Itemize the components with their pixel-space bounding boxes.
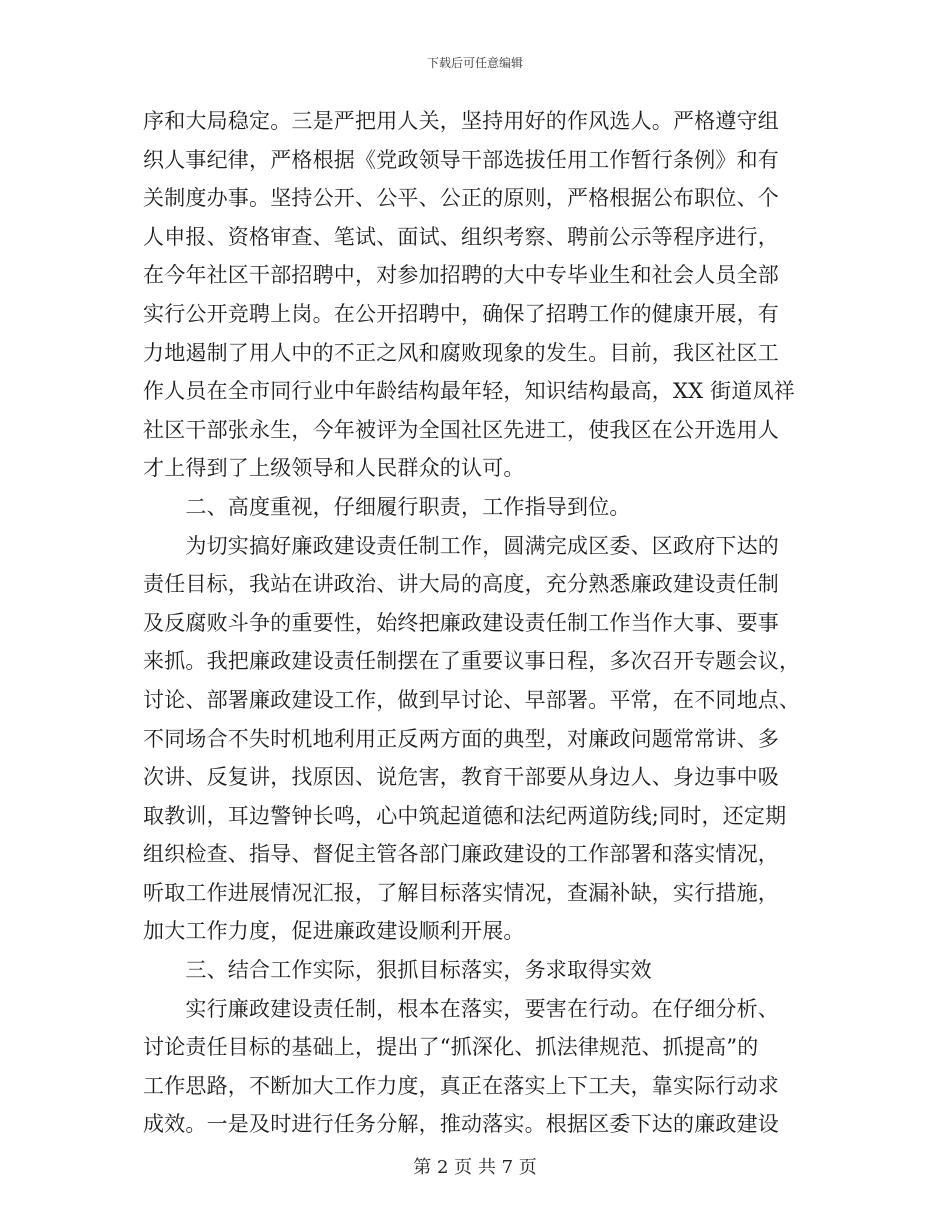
section-heading: 三、结合工作实际，狠抓目标落实，务求取得实效 [143, 958, 652, 983]
text-line: 取教训，耳边警钟长鸣，心中筑起道德和法纪两道防线;同时，还定期 [143, 803, 787, 828]
text-line: 责任目标，我站在讲政治、讲大局的高度，充分熟悉廉政建设责任制 [143, 572, 779, 597]
text-line: 讨论责任目标的基础上，提出了“抓深化、抓法律规范、抓提高”的 [143, 1035, 759, 1060]
text-line: 才上得到了上级领导和人民群众的认可。 [143, 456, 525, 481]
text-line: 听取工作进展情况汇报，了解目标落实情况，查漏补缺，实行措施， [143, 880, 779, 905]
text-line: 社区干部张永生，今年被评为全国社区先进工，使我区在公开选用人 [143, 417, 779, 442]
text-line: 为切实搞好廉政建设责任制工作，圆满完成区委、区政府下达的 [143, 533, 779, 558]
section-heading: 二、高度重视，仔细履行职责，工作指导到位。 [143, 494, 631, 519]
text-line: 作人员在全市同行业中年龄结构最年轻，知识结构最高，XX 街道凤祥 [143, 379, 795, 404]
text-line: 关制度办事。坚持公开、公平、公正的原则，严格根据公布职位、个 [143, 186, 779, 211]
text-line: 成效。一是及时进行任务分解，推动落实。根据区委下达的廉政建设 [143, 1112, 779, 1137]
page-header: 下载后可任意编辑 [426, 56, 523, 70]
text-line: 次讲、反复讲，找原因、说危害，教育干部要从身边人、身边事中吸 [143, 765, 779, 790]
document-body [143, 102, 823, 1144]
text-line: 力地遏制了用人中的不正之风和腐败现象的发生。目前，我区社区工 [143, 340, 779, 365]
text-line: 组织检查、指导、督促主管各部门廉政建设的工作部署和落实情况， [143, 842, 779, 867]
text-line: 实行公开竞聘上岗。在公开招聘中，确保了招聘工作的健康开展，有 [143, 301, 779, 326]
text-line: 及反腐败斗争的重要性，始终把廉政建设责任制工作当作大事、要事 [143, 610, 779, 635]
text-line: 序和大局稳定。三是严把用人关，坚持用好的作风选人。严格遵守组 [143, 109, 779, 133]
text-line: 人申报、资格审查、笔试、面试、组织考察、聘前公示等程序进行， [143, 224, 779, 249]
text-line: 讨论、部署廉政建设工作，做到早讨论、早部署。平常，在不同地点、 [143, 687, 801, 712]
text-line: 工作思路，不断加大工作力度，真正在落实上下工夫，靠实际行动求 [143, 1073, 779, 1098]
text-line: 在今年社区干部招聘中，对参加招聘的大中专毕业生和社会人员全部 [143, 263, 779, 288]
text-line: 实行廉政建设责任制，根本在落实，要害在行动。在仔细分析、 [143, 996, 779, 1021]
page-number-footer: 第 2 页 共 7 页 [413, 1157, 537, 1178]
text-line: 不同场合不失时机地利用正反两方面的典型，对廉政问题常常讲、多 [143, 726, 779, 751]
text-line: 来抓。我把廉政建设责任制摆在了重要议事日程，多次召开专题会议， [143, 649, 801, 674]
text-line: 织人事纪律，严格根据《党政领导干部选拔任用工作暂行条例》和有 [143, 147, 779, 172]
text-line: 加大工作力度，促进廉政建设顺利开展。 [143, 919, 525, 944]
